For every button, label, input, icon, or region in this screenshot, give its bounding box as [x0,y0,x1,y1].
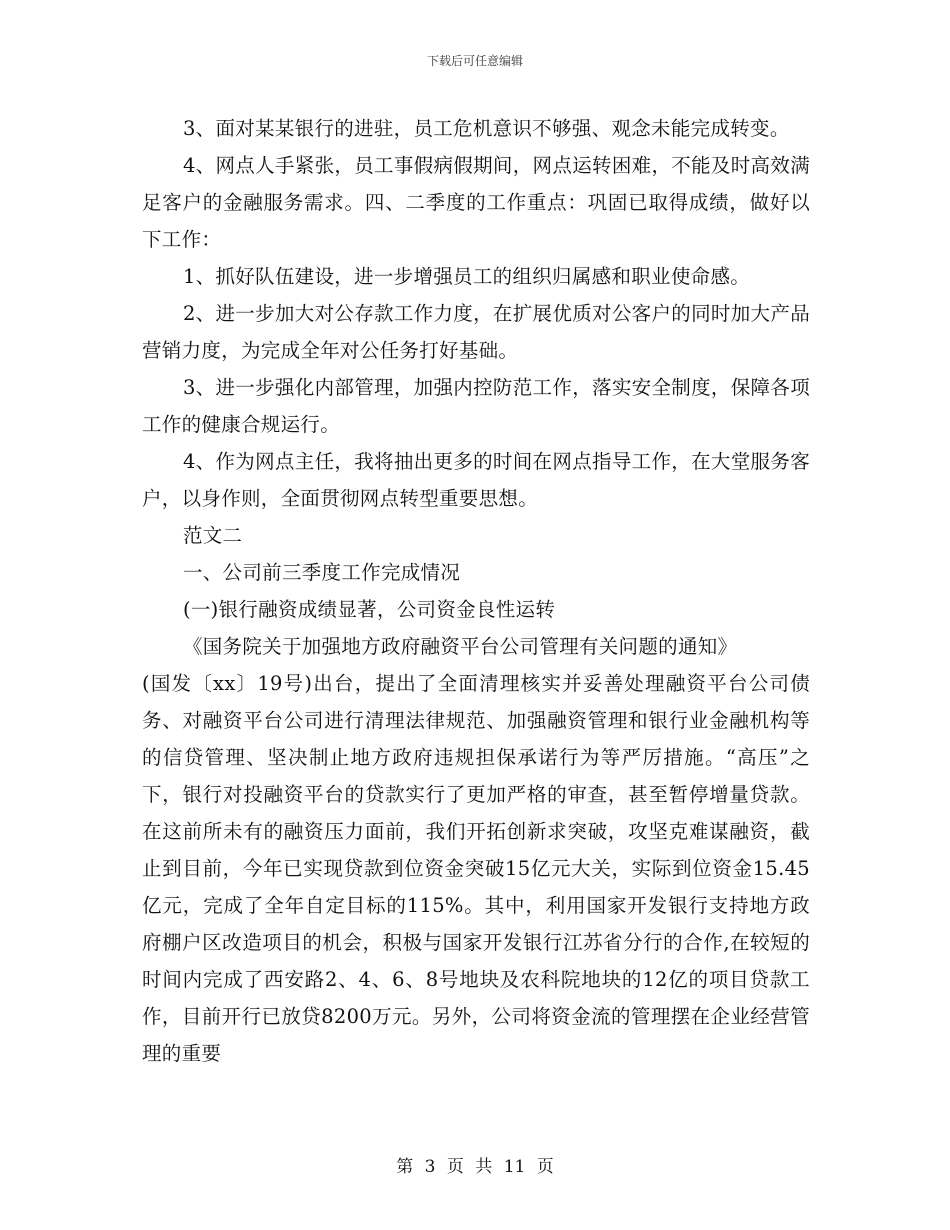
paragraph-6: 4、作为网点主任，我将抽出更多的时间在网点指导工作，在大堂服务客户，以身作则，全面贯彻网点转型重要思想。 [142,450,810,510]
section-title-sample-two: 范文二 [182,524,243,547]
paragraph-3: 1、抓好队伍建设，进一步增强员工的组织归属感和职业使命感。 [182,265,751,288]
page-header: 下载后可任意编辑 [426,54,523,68]
paragraph-2: 4、网点人手紧张，员工事假病假期间，网点运转困难，不能及时高效满足客户的金融服务需求。四、二季度的工作重点：巩固已取得成绩，做好以下工作： [142,154,810,251]
paragraph-notice-title: 《国务院关于加强地方政府融资平台公司管理有关问题的通知》 [182,635,738,658]
subsection-heading-1: (一)银行融资成绩显著，公司资金良性运转 [182,598,556,621]
paragraph-5: 3、进一步强化内部管理，加强内控防范工作，落实安全制度，保障各项工作的健康合规运行。 [142,376,810,436]
paragraph-4: 2、进一步加大对公存款工作力度，在扩展优质对公客户的同时加大产品营销力度，为完成全年对公任务打好基础。 [142,302,810,362]
section-heading-1: 一、公司前三季度工作完成情况 [182,561,461,584]
paragraph-1: 3、面对某某银行的进驻，员工危机意识不够强、观念未能完成转变。 [182,117,790,140]
page-number: 第 3 页 共 11 页 [396,1157,554,1177]
document-body [142,110,810,1072]
paragraph-financing: (国发〔xx〕19号)出台，提出了全面清理核实并妥善处理融资平台公司债务、对融资平台公司进行清理法律规范、加强融资管理和银行业金融机构等的信贷管理、坚决制止地方政府违规担保承诺行为等严厉措施。“高压”之下，银行对投融资平台的贷款实行了更加严格的审查，甚至暂停增量贷款。在这前所未有的融资压力面前，我们开拓创新求突破，攻坚克难谋融资，截止到目前，今年已实现贷款到位资金突破15亿元大关，实际到位资金15.45亿元，完成了全年自定目标的115%。其中，利用国家开发银行支持地方政府棚户区改造项目的机会，积极与国家开发银行江苏省分行的合作,在较短的时间内完成了西安路2、4、6、8号地块及农科院地块的12亿的项目贷款工作，目前开行已放贷8200万元。另外，公司将资金流的管理摆在企业经营管理的重要 [142,672,810,1065]
